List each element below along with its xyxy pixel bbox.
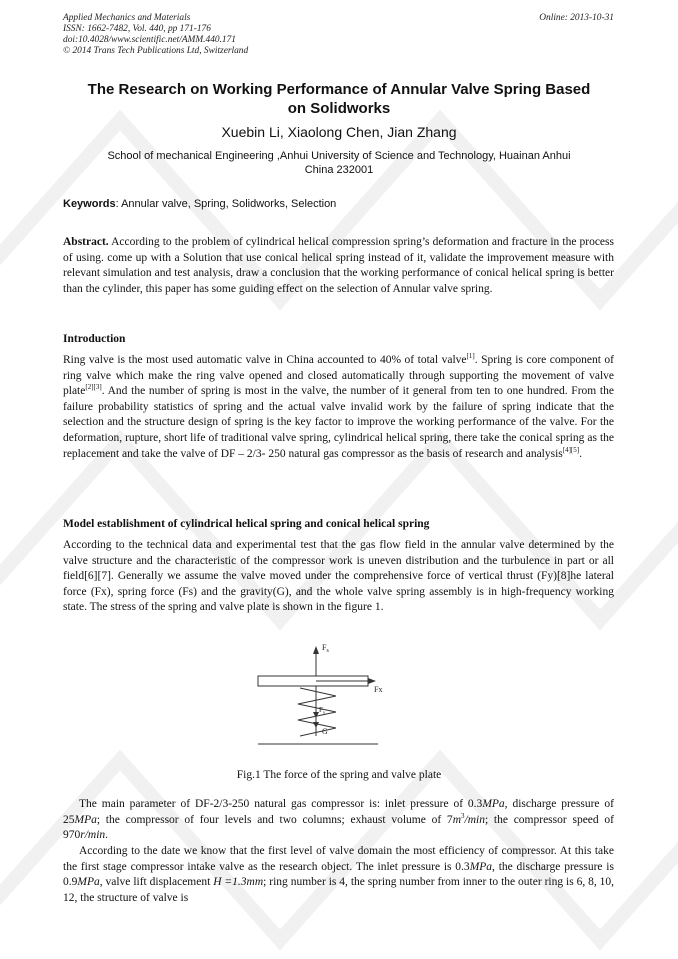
journal-name: Applied Mechanics and Materials — [63, 13, 191, 23]
stage-unit-mpa-2: MPa — [77, 876, 100, 889]
affiliation-line-2: China 232001 — [304, 164, 374, 176]
keywords — [63, 198, 615, 210]
label-fs: $F_s$ — [322, 643, 329, 654]
g-arrow-icon — [313, 722, 319, 728]
unit-per-min: /min — [464, 813, 485, 826]
figure-caption: Fig.1 The force of the spring and valve plate — [236, 769, 442, 781]
model-paragraph: According to the technical data and experimental test that the gas flow field in the annular valve determined by the valve structure and the characteristic of the compressor work is uneven distribution and the turbulence in part or all field[6][7]. Generally we assume the valve moved under the comprehensive force of vertical thrust (Fy)[8]he lateral force (Fx), spring force (Fs) and the gravity(G), and the whole valve spring assembly is in high-frequency working state. The stress of the spring and valve plate is shown in the figure 1. — [63, 539, 614, 614]
citation-4-5: [4][5] — [562, 445, 580, 454]
unit-mpa-1: MPa — [482, 798, 505, 810]
model-heading: Model establishment of cylindrical helical spring and conical helical spring — [63, 518, 430, 530]
stage-text-2: , the discharge pressure is 0.9 — [63, 860, 614, 889]
citation-1: [1] — [466, 352, 475, 360]
copyright-line: © 2014 Trans Tech Publications Ltd, Switzerland — [63, 46, 249, 56]
stage-unit-mpa-1: MPa — [469, 860, 493, 873]
label-g: G — [322, 727, 328, 736]
unit-rpm: r/min — [80, 829, 106, 842]
title-line-2: on Solidworks — [287, 100, 391, 117]
param-text-4: ; the compressor speed of 970 — [63, 813, 614, 842]
valve-lift-value: H =1.3mm — [213, 876, 264, 889]
unit-exponent: 3 — [461, 811, 465, 820]
keywords-text: : Annular valve, Spring, Solidworks, Selection — [115, 198, 337, 210]
label-fy: $F_y$ — [319, 706, 326, 716]
parameter-paragraph — [63, 797, 614, 844]
abstract-text: According to the problem of cylindrical helical compression spring’s deformation and fracture in the process of using. come up with a Solution that use conical helical spring instead of it, validate the improvement measure with relevant simulation and test analysis, draw a conclusion that the working performance of conical helical spring is better than the cylinder, this paper has some guiding effect on the selection of Annular valve spring. — [63, 236, 614, 295]
force-diagram-figure — [250, 636, 390, 754]
unit-m: m — [452, 813, 461, 826]
doi-line: doi:10.4028/www.scientific.net/AMM.440.171 — [63, 35, 236, 45]
introduction-heading: Introduction — [63, 333, 126, 345]
title-line-1: The Research on Working Performance of Annular Valve Spring Based — [87, 81, 591, 98]
fx-arrow-icon — [368, 678, 376, 684]
intro-text-2: . Spring is core component of ring valve which make the ring valve opened and closed automatically through supporting the movement of valve plate — [63, 354, 615, 398]
abstract-label: Abstract. — [63, 236, 109, 248]
intro-text-4: . — [579, 447, 582, 460]
citation-2-3: [2][3] — [85, 383, 102, 392]
stage-text-4: ; ring number is 4, the spring number from inner to the outer ring is 6, 8, 10, 12, the structure of valve is — [63, 876, 614, 904]
param-text-1: The main parameter of DF-2/3-250 natural gas compressor is: inlet pressure of 0.3 — [79, 798, 483, 810]
label-fx: Fx — [374, 685, 383, 694]
intro-text-1: Ring valve is the most used automatic valve in China accounted to 40% of total valve — [63, 354, 467, 366]
stage-paragraph — [63, 844, 614, 906]
stage-text-1: According to the date we know that the first level of valve domain the most efficiency of compressor. At this take the first stage compressor intake valve as the research object. The inlet pressure is 0.3 — [63, 845, 614, 873]
fs-arrow-icon — [313, 646, 319, 654]
param-text-5: . — [105, 829, 109, 842]
affiliation — [60, 149, 618, 177]
journal-metadata — [63, 13, 248, 57]
unit-mpa-2: MPa — [74, 813, 97, 826]
keywords-label: Keywords — [63, 198, 116, 210]
intro-text-3: . And the number of spring is most in the valve, the number of it general from ten to one hundred. From the failure probability statistics of spring and the actual valve invalid work by the failure of spring indicate that the selection and the structure design of spring is the key factor to improve the working performance of the valve. For the deformation, rupture, short life of traditional valve spring, cylindrical helical spring, there take the conical spring as the replacement and take the valve of DF – 2/3- 250 natural gas compressor as the basis of research and analysis — [63, 385, 614, 460]
affiliation-line-1: School of mechanical Engineering ,Anhui University of Science and Technology, Huainan Anhui — [107, 150, 571, 162]
param-text-2: , discharge pressure of 25 — [63, 798, 614, 826]
abstract — [63, 235, 614, 297]
paper-title — [60, 80, 618, 118]
param-text-3: ; the compressor of four levels and two columns; exhaust volume of 7 — [96, 813, 453, 826]
online-date: Online: 2013-10-31 — [539, 13, 614, 23]
stage-text-3: , valve lift displacement — [99, 876, 214, 889]
issn-line: ISSN: 1662-7482, Vol. 440, pp 171-176 — [63, 24, 211, 34]
author-list: Xuebin Li, Xiaolong Chen, Jian Zhang — [221, 124, 457, 140]
introduction-paragraph — [63, 353, 614, 462]
